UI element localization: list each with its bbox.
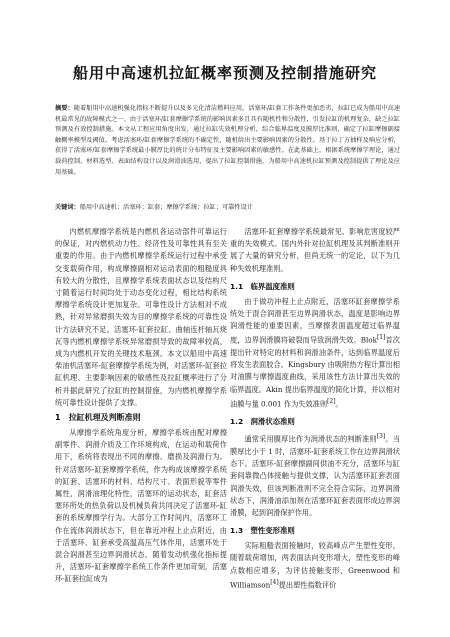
abstract-text: 随着船用中高速机强化指标不断提升以及多元化清洁燃料应用，活塞环/缸套工作条件更加恶劣，拉缸已成为船用中高速机最常见的故障模式之一。由于活塞环/缸套摩擦学系统的影响因素多且具有随机性和分散性，引发拉缸的机理复杂，缺乏拉缸预测及有效控制措施。本文从工程应用角度出发，通过拉缸失效机理分析，综合临界温度及膜厚比准则，确定了拉缸摩擦副接触概率模型及阈值。考虑活塞环/缸套摩擦学系统的不确定性，随机给出主要影响因素的分散性。基于拉丁方抽样及响应分析，获得了活塞环/缸套摩擦学系统最小膜厚比的统计分布特征及主要影响因素的敏感性。在此基础上，根据系统摩擦学理论，通过载荷控制、材料选型、表面结构设计以及润滑油选用，提出了拉缸控制措施，为船用中高速机拉缸预测及控制提供了理论及应用基础。 xyxy=(55,105,401,176)
right-intro-paragraph: 活塞环-缸套摩擦学系统最常见、影响危害度较严重的失效模式。国内外针对拉缸机理及其判断准则开展了大量的研究分析，但尚无统一的定论，以下为几种失效机理准则。 xyxy=(230,227,400,273)
paper-title: 船用中高速机拉缸概率预测及控制措施研究 xyxy=(72,64,377,82)
s12-text-b: 。当膜厚比小于 1 时，活塞环-缸套系统工作在边界润滑状态下。活塞环-缸套摩擦副间供油不充分，活塞环与缸套间靠微凸体接触与提供支撑，认为活塞环缸套表面润滑失效，但该判断准则不完全符合实际，边界润滑状态下，润滑油添加剂在活塞环缸套表面形成边界润滑膜，起到润滑保护作用。 xyxy=(230,434,400,518)
citation-3: [3] xyxy=(376,433,386,441)
section-1-1-paragraph xyxy=(230,296,400,411)
section-1-1-heading: 1.1 临界温度准则 xyxy=(230,281,295,291)
s11-text-c: 。 xyxy=(335,399,343,409)
citation-2: [2] xyxy=(327,397,336,405)
right-column xyxy=(230,226,400,591)
s11-text-a: 由于做功冲程上止点附近，活塞环缸套摩擦学系统处于混合润滑甚至边界润滑状态，温度是影响边界润滑性能的重要因素，当摩擦表面温度超过临界温度，边界润滑膜将破裂而导致润滑失效。Blok xyxy=(230,296,400,345)
keywords-text: 船用中高速机；活塞环；缸套；摩擦学系统；拉缸；可靠性设计 xyxy=(79,204,253,211)
section-1-3-paragraph xyxy=(230,540,400,591)
section-1-paragraph: 从摩擦学系统角度分析，摩擦学系统由配对摩擦副零件、润滑介质及工作环境构成，在运动和载荷作用下，系统将表现出不同的摩擦、磨损及润滑行为。针对活塞环-缸套摩擦学系统，作为构成该摩擦学系统的缸套、活塞环的材料、结构尺寸、表面形貌等零件属性，润滑油理化特性，活塞环的运动状态，缸套活塞环所处的热负荷以及机械负荷共同决定了活塞环-缸套的系统摩擦学行为。大部分工作时间内，活塞环工作在流体润滑状态下，但在靠近冲程上止点附近，由于活塞环、缸套承受高温高压气体作用，活塞环处于混合润滑甚至边界润滑状态，随着发动机强化指标提升，活塞环-缸套摩擦学系统工作条件更加苛刻，活塞环-缸套拉缸成为 xyxy=(55,428,227,584)
keywords-label: 关键词： xyxy=(55,204,80,211)
s13-text-b: 提出塑性指数评价 xyxy=(278,580,337,590)
section-1-2-paragraph xyxy=(230,431,400,519)
section-1-heading: 1 拉缸机理及判断准则 xyxy=(55,413,141,423)
keywords xyxy=(55,203,400,213)
abstract xyxy=(55,104,400,178)
citation-4: [4] xyxy=(270,578,279,586)
citation-1: [1] xyxy=(376,334,386,342)
section-1-3-heading: 1.3 塑性变形准则 xyxy=(230,526,295,536)
left-column xyxy=(55,226,227,586)
abstract-label: 摘要： xyxy=(55,105,74,112)
s13-text-a: 实际粗糙表面接触时，较高峰点产生塑性变形，随着载荷增加，两表面法向变形增大，塑性变形的峰点数相应增多，为评估接触变形，Greenwood 和 Williamson xyxy=(230,541,400,590)
s12-text-a: 通常采用膜厚比作为润滑状态的判断准则 xyxy=(244,434,377,444)
s11-text-b: 首次提出针对特定的材料和润滑油条件，达到临界温度后将发生表面胶合。Kingsbury 由吸附热方程计算出相对油膜与摩擦温度曲线，采用该性方法计算出失效的临界温度。Akin 提出临界温度的简化计算，并以相对油膜与量 0.001 作为失效准则 xyxy=(230,335,400,409)
section-1-2-heading: 1.2 润滑状态准则 xyxy=(230,417,295,427)
intro-paragraph: 内燃机摩擦学系统是内燃机各运动部件可靠运行的保证，对内燃机动力性、经济性及可靠性具有至关重要的作用。由于内燃机摩擦学系统运行过程中承受交变载荷作用，构成摩擦副相对运动表面的粗糙度具有较大的分散性，且摩擦学系统表面状态以及结构尺寸随着运行时间均处于动态变化过程，相比结构系统摩擦学系统设计更加复杂。可靠性设计方法相对不成熟，针对异常磨损失效为目的摩擦学系统的可靠性设计方法研究不足。活塞环-缸套拉缸、曲轴连杆轴瓦烧瓦等内燃机摩擦学系统异常磨损导致的故障率较高，成为内燃机开发的关键技术瓶颈。本文以船用中高速柴油机活塞环-缸套摩擦学系统为例，对活塞环-缸套拉缸机理、主要影响因素的敏感性及拉缸概率进行了分析并据此研究了拉缸的控制措施，为内燃机摩擦学系统可靠性设计提供了支撑。 xyxy=(55,227,227,407)
